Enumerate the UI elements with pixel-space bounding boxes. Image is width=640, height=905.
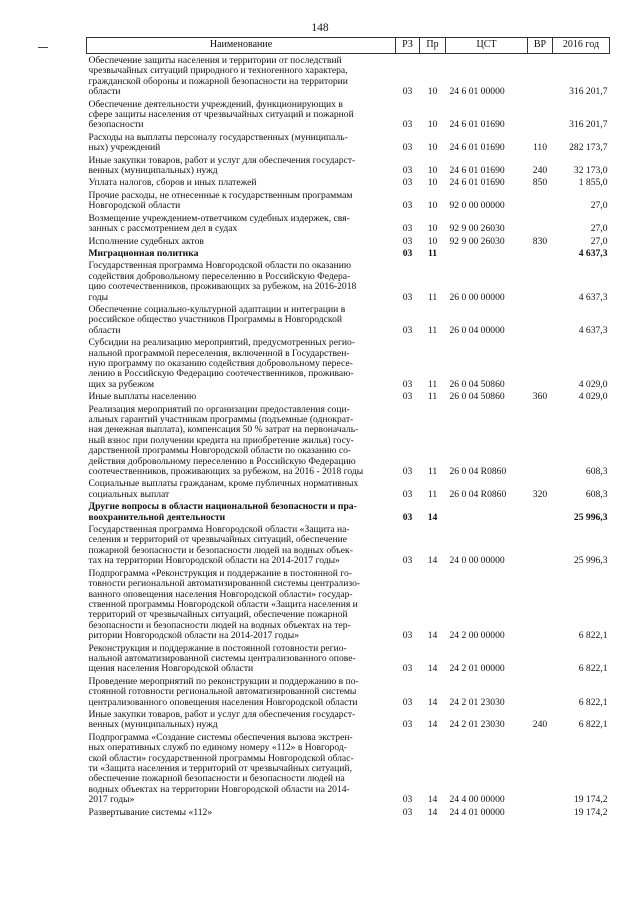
row-name — [87, 477, 396, 500]
table-row — [87, 390, 610, 402]
row-name-line: ти «Защита населения и территорий от чрезвычайных ситуаций, — [88, 763, 352, 774]
row-name — [87, 567, 396, 642]
row-cst: 24 6 01 01690 — [449, 119, 505, 131]
row-pr: 10 — [427, 177, 438, 189]
row-pr: 14 — [427, 696, 438, 708]
row-cst: 26 0 00 00000 — [449, 291, 505, 303]
row-cst: 24 6 01 01690 — [449, 142, 505, 154]
row-name — [87, 131, 396, 154]
row-name-line: Подпрограмма «Реконструкция и поддержание в постоянной го- — [88, 567, 352, 579]
row-vr — [528, 247, 553, 259]
row-name-line: альных гарантий участникам программы (подъемные (однократ- — [88, 414, 354, 425]
row-rz: 03 — [402, 200, 413, 212]
row-amount: 1 855,0 — [578, 177, 608, 189]
row-rz: 03 — [402, 466, 413, 478]
row-vr — [528, 675, 553, 708]
row-amount: 27,0 — [590, 200, 608, 212]
row-cst: 26 0 04 R0860 — [449, 466, 507, 478]
row-cst: 24 4 01 00000 — [449, 806, 505, 818]
row-rz: 03 — [402, 663, 413, 675]
row-name-line: ная денежная выплата), компенсация 50 % затрат на первоначаль- — [88, 424, 359, 436]
table-row — [87, 523, 610, 567]
row-amount: 25 996,3 — [573, 555, 608, 567]
header-rz: РЗ — [396, 38, 420, 54]
row-pr: 11 — [427, 378, 438, 390]
row-name — [87, 154, 396, 177]
row-cst: 24 4 00 00000 — [449, 794, 505, 806]
row-vr: 240 — [532, 165, 548, 177]
row-name-line: Уплата налогов, сборов и иных платежей — [88, 177, 257, 189]
row-cst: 24 2 01 23030 — [449, 719, 505, 731]
row-amount: 4 637,3 — [578, 291, 608, 303]
row-name-line: Реконструкция и поддержание в постоянной готовности регио- — [88, 642, 347, 654]
row-vr: 320 — [532, 488, 548, 500]
table-header-row — [87, 38, 610, 54]
row-rz: 03 — [402, 324, 413, 336]
row-amount: 32 173,0 — [573, 165, 608, 177]
table-body — [87, 54, 610, 819]
row-cst: 24 6 01 01690 — [449, 165, 505, 177]
row-pr: 14 — [427, 630, 438, 642]
row-name-line: Социальные выплаты гражданам, кроме публичных нормативных — [88, 478, 359, 490]
row-cst: 26 0 04 R0860 — [449, 488, 507, 500]
row-name-line: Иные закупки товаров, работ и услуг для обеспечения государст- — [88, 154, 356, 166]
row-name-line: товности региональной автоматизированной системы централизо- — [88, 578, 361, 590]
row-name-line: Подпрограмма «Создание системы обеспечения вызова экстрен- — [88, 731, 353, 743]
row-vr — [528, 567, 553, 642]
row-name-line: ных) учреждений — [88, 142, 161, 154]
row-name-line: области — [88, 324, 121, 336]
table-row — [87, 54, 610, 98]
header-year: 2016 год — [553, 38, 610, 54]
row-name — [87, 54, 396, 98]
budget-table — [86, 37, 610, 818]
row-rz: 03 — [402, 119, 413, 131]
row-name-line: территорий от чрезвычайных ситуаций, обеспечение пожарной — [88, 609, 348, 621]
row-name-line: Новгородской области — [88, 200, 181, 212]
row-name-line: Возмещение учреждением-ответчиком судебных издержек, свя- — [88, 212, 350, 224]
row-pr: 10 — [427, 223, 438, 235]
row-cst: 24 2 00 00000 — [449, 630, 505, 642]
row-name — [87, 212, 396, 235]
row-pr: 14 — [427, 511, 438, 523]
row-rz: 03 — [402, 235, 413, 247]
row-name-line: Исполнение судебных актов — [88, 235, 204, 247]
row-name — [87, 731, 396, 806]
row-pr: 14 — [427, 663, 438, 675]
row-cst: 26 0 04 50860 — [449, 378, 505, 390]
row-amount: 316 201,7 — [569, 119, 608, 131]
row-cst: 24 0 00 00000 — [449, 555, 505, 567]
row-name-line: водных объектах на территории Новгородской области на 2014- — [88, 783, 350, 795]
row-name-line: щения населения Новгородской области — [88, 663, 254, 675]
row-cst — [446, 247, 528, 259]
row-vr — [528, 189, 553, 212]
table-row — [87, 336, 610, 390]
row-cst: 92 0 00 00000 — [449, 200, 505, 212]
row-amount: 6 822,1 — [578, 719, 608, 731]
row-vr — [528, 403, 553, 478]
row-name — [87, 403, 396, 478]
row-rz: 03 — [402, 86, 413, 98]
row-name-line: пожарной безопасности и безопасности людей на водных объек- — [88, 544, 353, 556]
row-pr: 11 — [427, 324, 438, 336]
row-name-line: венных (муниципальных) нужд — [88, 719, 218, 731]
table-row — [87, 235, 610, 247]
row-cst: 24 2 01 23030 — [449, 696, 505, 708]
row-name — [87, 390, 396, 402]
table-row — [87, 675, 610, 708]
row-pr: 11 — [427, 391, 438, 403]
row-pr: 11 — [427, 488, 438, 500]
row-rz: 03 — [402, 719, 413, 731]
row-amount: 316 201,7 — [569, 86, 608, 98]
row-amount: 6 822,1 — [578, 663, 608, 675]
row-name-line: ской области» государственной программы Новгородской облас- — [88, 752, 354, 764]
row-name-line: ных оперативных служб по единому номеру «112» в Новгород- — [88, 742, 347, 754]
row-pr: 11 — [427, 291, 438, 303]
row-name-line: нальной программой переселения, включенной в Государствен- — [88, 347, 350, 359]
row-cst: 92 9 00 26030 — [449, 223, 505, 235]
row-pr: 11 — [427, 466, 438, 478]
row-name-line: действия добровольному переселению в Российскую Федерацию — [88, 455, 356, 467]
row-name-line: Обеспечение социально-культурной адаптации и интеграции в — [88, 303, 346, 315]
row-name-line: соотечественников, проживающих за рубежом, на 2016 - 2018 годы — [88, 466, 364, 478]
row-pr: 14 — [427, 806, 438, 818]
row-rz: 03 — [402, 378, 413, 390]
row-name — [87, 176, 396, 188]
row-amount: 25 996,3 — [573, 511, 608, 523]
row-name-line: Другие вопросы в области национальной безопасности и пра- — [88, 501, 357, 513]
row-name-line: Миграционная политика — [88, 247, 199, 259]
row-vr — [528, 336, 553, 390]
row-rz: 03 — [402, 391, 413, 403]
row-pr: 10 — [427, 200, 438, 212]
row-name-line: ванного оповещения населения Новгородской области» государ- — [88, 588, 353, 600]
row-pr: 14 — [427, 794, 438, 806]
row-name — [87, 806, 396, 818]
row-name-line: российское общество участников Программы в Новгородской — [88, 314, 343, 326]
row-name — [87, 708, 396, 731]
row-rz: 03 — [402, 794, 413, 806]
row-name-line: ную программу по оказанию содействия добровольному пересе- — [88, 357, 353, 369]
row-pr: 11 — [427, 247, 438, 259]
table-row — [87, 259, 610, 303]
row-name-line: Развертывание системы «112» — [88, 806, 213, 818]
row-amount: 4 029,0 — [578, 391, 608, 403]
row-name-line: ный взнос при получении кредита на приобретение жилья) госу- — [88, 434, 354, 446]
row-amount: 6 822,1 — [578, 696, 608, 708]
row-vr — [528, 731, 553, 806]
row-name-line: Прочие расходы, не отнесенные к государственным программам — [88, 189, 353, 201]
header-pr: Пр — [420, 38, 446, 54]
table-row — [87, 212, 610, 235]
row-cst: 24 6 01 01690 — [449, 177, 505, 189]
row-amount: 608,3 — [585, 466, 608, 478]
table-row — [87, 731, 610, 806]
table-row — [87, 567, 610, 642]
row-name-line: области — [88, 86, 121, 98]
row-name — [87, 303, 396, 336]
row-rz: 03 — [402, 247, 413, 259]
table-row — [87, 189, 610, 212]
row-pr: 10 — [427, 165, 438, 177]
row-vr — [528, 500, 553, 523]
table-row — [87, 247, 610, 259]
row-vr: 830 — [532, 235, 548, 247]
row-name-line: Реализация мероприятий по организации предоставления соци- — [88, 403, 350, 415]
row-vr: 110 — [532, 142, 548, 154]
row-amount: 27,0 — [590, 235, 608, 247]
row-cst: 24 6 01 00000 — [449, 86, 505, 98]
row-rz: 03 — [402, 630, 413, 642]
row-vr: 360 — [532, 391, 548, 403]
row-name — [87, 235, 396, 247]
row-vr — [528, 523, 553, 567]
row-name-line: чрезвычайных ситуаций природного и техногенного характера, — [88, 65, 348, 77]
row-name-line: селения и территорий от чрезвычайных ситуаций, обеспечение — [88, 534, 347, 546]
row-name-line: годы — [88, 291, 109, 303]
table-row — [87, 154, 610, 177]
row-pr: 14 — [427, 719, 438, 731]
row-amount: 608,3 — [585, 488, 608, 500]
page-number: 148 — [311, 22, 329, 34]
row-name-line: тах на территории Новгородской области на 2014-2017 годы» — [88, 555, 340, 567]
row-name-line: ственной программы Новгородской области «Защита населения и — [88, 598, 358, 610]
table-row — [87, 131, 610, 154]
row-name-line: безопасности и безопасности людей на водных объектах на тер- — [88, 619, 351, 631]
row-vr — [528, 54, 553, 98]
row-rz: 03 — [402, 142, 413, 154]
row-rz: 03 — [402, 291, 413, 303]
row-rz: 03 — [402, 223, 413, 235]
row-name-line: социальных выплат — [88, 488, 170, 500]
row-pr: 10 — [427, 86, 438, 98]
row-cst: 92 9 00 26030 — [449, 235, 505, 247]
row-name-line: щих за рубежом — [88, 378, 155, 390]
row-name-line: содействия добровольному переселению в Российскую Федера- — [88, 270, 351, 282]
row-name — [87, 523, 396, 567]
row-name — [87, 675, 396, 708]
row-name-line: централизованного оповещения населения Новгородской области — [88, 696, 358, 708]
row-name — [87, 189, 396, 212]
row-name-line: безопасности — [88, 119, 144, 131]
row-rz: 03 — [402, 555, 413, 567]
row-vr — [528, 806, 553, 818]
row-name — [87, 98, 396, 131]
row-name-line: гражданской обороны и пожарной безопасности на территории — [88, 75, 348, 87]
row-amount: 19 174,2 — [573, 806, 608, 818]
row-name-line: Государственная программа Новгородской области по оказанию — [88, 260, 352, 272]
table-row — [87, 806, 610, 818]
table-row — [87, 176, 610, 188]
row-rz: 03 — [402, 511, 413, 523]
row-rz: 03 — [402, 806, 413, 818]
row-pr: 10 — [427, 235, 438, 247]
row-name-line: стоянной готовности региональной автоматизированной системы — [88, 686, 357, 698]
margin-dash — [38, 47, 48, 48]
row-amount: 282 173,7 — [569, 142, 608, 154]
row-name-line: Обеспечение защиты населения и территории от последствий — [88, 55, 342, 66]
row-name-line: цию соотечественников, проживающих за рубежом, на 2016-2018 — [88, 281, 357, 293]
row-pr: 10 — [427, 119, 438, 131]
row-name-line: Расходы на выплаты персоналу государственных (муниципаль- — [88, 131, 348, 143]
row-name — [87, 247, 396, 259]
row-amount: 4 029,0 — [578, 378, 608, 390]
row-vr — [528, 98, 553, 131]
row-name — [87, 642, 396, 675]
row-name — [87, 500, 396, 523]
row-vr — [528, 303, 553, 336]
row-cst: 24 2 01 00000 — [449, 663, 505, 675]
row-name-line: воохранительной деятельности — [88, 511, 226, 523]
row-rz: 03 — [402, 165, 413, 177]
table-row — [87, 642, 610, 675]
row-rz: 03 — [402, 696, 413, 708]
row-name — [87, 336, 396, 390]
row-name-line: лению в Российскую Федерацию соотечественников, проживаю- — [88, 368, 354, 380]
table-row — [87, 500, 610, 523]
row-name-line: сфере защиты населения от чрезвычайных ситуаций и пожарной — [88, 109, 354, 121]
row-rz: 03 — [402, 177, 413, 189]
row-amount: 19 174,2 — [573, 794, 608, 806]
row-name-line: Иные закупки товаров, работ и услуг для обеспечения государст- — [88, 708, 356, 720]
row-name-line: Иные выплаты населению — [88, 391, 197, 403]
row-vr — [528, 259, 553, 303]
row-amount: 6 822,1 — [578, 630, 608, 642]
row-name-line: дарственной программы Новгородской области по оказанию со- — [88, 445, 352, 457]
row-name-line: Обеспечение деятельности учреждений, функционирующих в — [88, 98, 343, 110]
table-row — [87, 98, 610, 131]
row-vr — [528, 642, 553, 675]
row-vr — [528, 212, 553, 235]
row-name-line: занных с рассмотрением дел в судах — [88, 223, 238, 235]
row-name-line: обеспечение пожарной безопасности и безопасности людей на — [88, 773, 345, 785]
row-name-line: Субсидии на реализацию мероприятий, предусмотренных регио- — [88, 337, 356, 349]
row-amount: 4 637,3 — [578, 247, 608, 259]
row-pr: 10 — [427, 142, 438, 154]
row-rz: 03 — [402, 488, 413, 500]
table-row — [87, 403, 610, 478]
row-name-line: ритории Новгородской области на 2014-2017 годы» — [88, 630, 300, 642]
table-row — [87, 708, 610, 731]
row-name-line: венных (муниципальных) нужд — [88, 165, 218, 177]
row-amount: 4 637,3 — [578, 324, 608, 336]
row-name-line: нальной автоматизированной системы централизованного опове- — [88, 652, 356, 664]
row-name-line: Государственная программа Новгородской области «Защита на- — [88, 524, 350, 536]
row-vr: 850 — [532, 177, 548, 189]
row-cst: 26 0 04 00000 — [449, 324, 505, 336]
header-cst: ЦСТ — [446, 38, 528, 54]
table-row — [87, 477, 610, 500]
header-vr: ВР — [528, 38, 553, 54]
row-cst: 26 0 04 50860 — [449, 391, 505, 403]
row-amount: 27,0 — [590, 223, 608, 235]
row-name — [87, 259, 396, 303]
row-name-line: Проведение мероприятий по реконструкции и поддержанию в по- — [88, 675, 359, 687]
row-vr: 240 — [532, 719, 548, 731]
row-cst — [446, 500, 528, 523]
table-row — [87, 303, 610, 336]
header-name: Наименование — [87, 38, 396, 54]
row-name-line: 2017 годы» — [88, 794, 135, 806]
row-pr: 14 — [427, 555, 438, 567]
